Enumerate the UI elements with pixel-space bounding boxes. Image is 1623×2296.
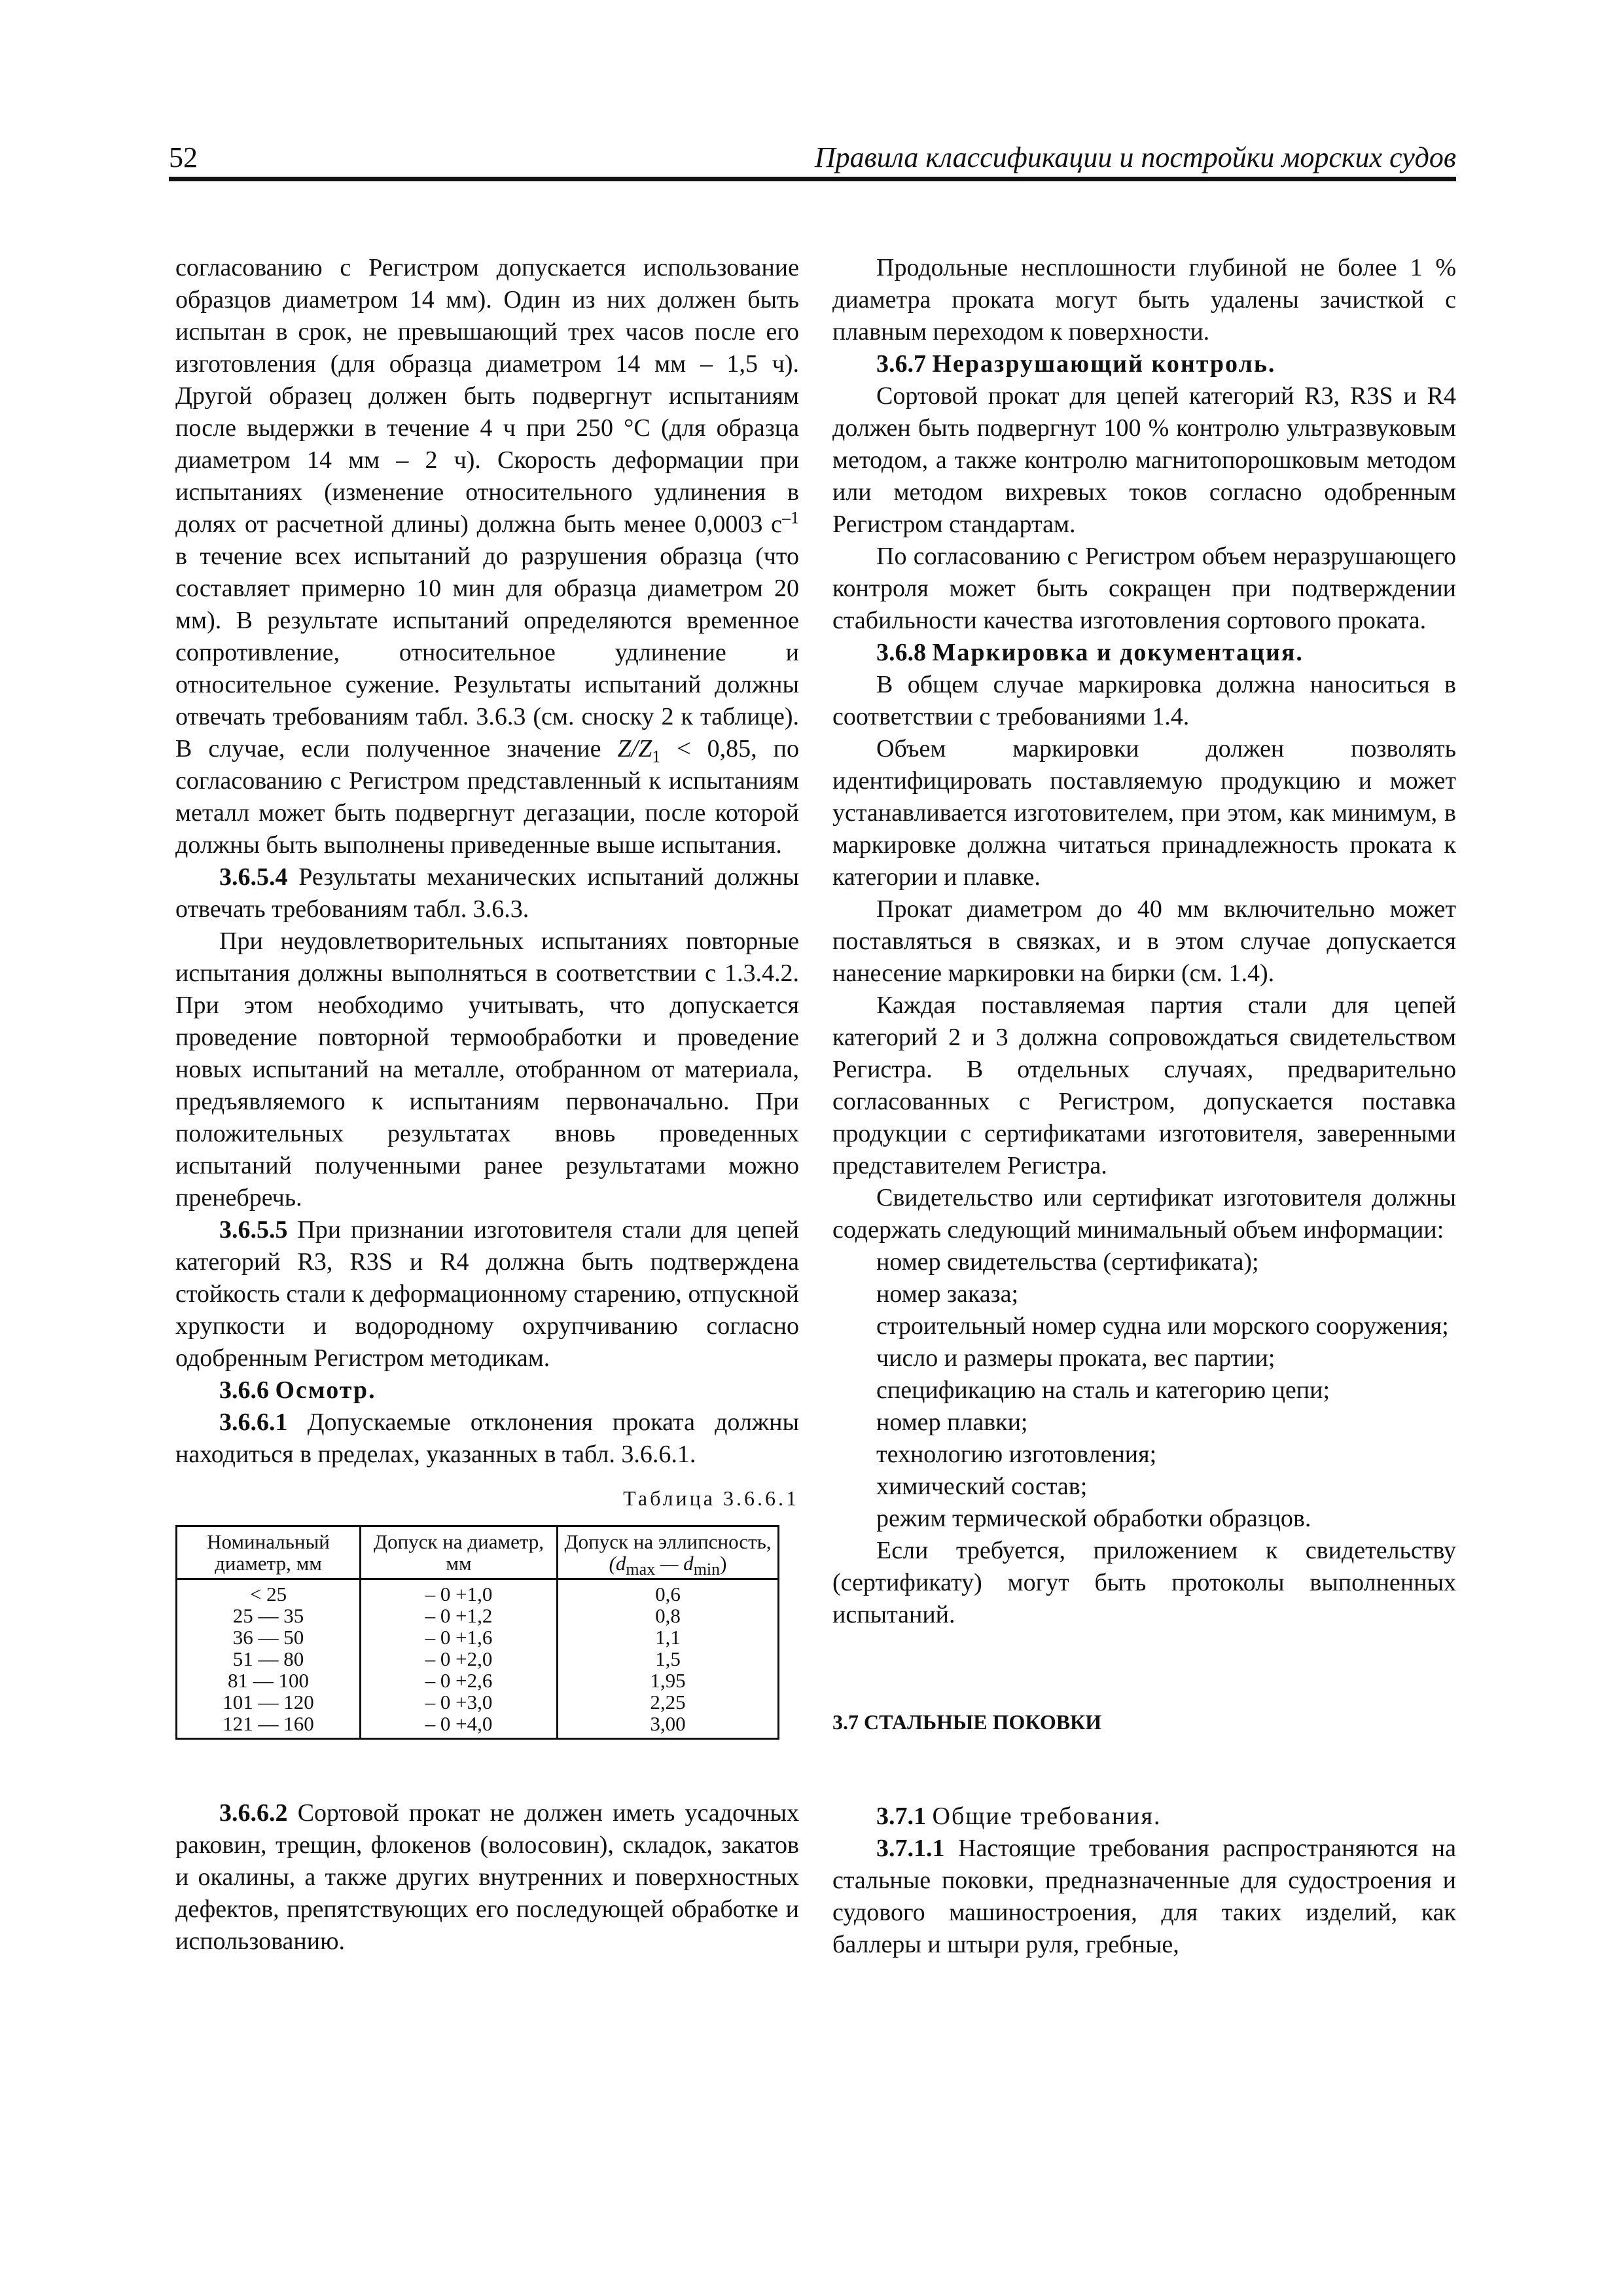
list-item: номер свидетельства (сертификата); (876, 1248, 1259, 1276)
paragraph-3-6-5-4: 3.6.5.4 Результаты механических испытаний должны отвечать требованиям табл. 3.6.3. (175, 863, 799, 923)
list-item: спецификацию на сталь и категорию цепи; (876, 1376, 1330, 1404)
heading-3-6-6: 3.6.6 Осмотр. (219, 1376, 376, 1404)
paragraph-3-7-1-1: 3.7.1.1 Настоящие требования распространяются на стальные поковки, предназначенные для судостроения и судового машиностроения, для таких изделий, как баллеры и штыри руля, гребные, (832, 1835, 1456, 1958)
heading-3-6-7: 3.6.7 Неразрушающий контроль. (876, 350, 1276, 378)
list-item: химический состав; (876, 1473, 1088, 1500)
paragraph: В общем случае маркировка должна наноситься в соответствии с требованиями 1.4. (832, 671, 1456, 730)
paragraph: По согласованию с Регистром объем неразрушающего контроля может быть сокращен при подтверждении стабильности качества изготовления сортового проката. (832, 543, 1456, 634)
list-item: номер плавки; (876, 1408, 1028, 1436)
heading-3-6-8: 3.6.8 Маркировка и документация. (876, 639, 1304, 666)
running-title: Правила классификации и постройки морских судов (814, 141, 1456, 173)
list-item: технологию изготовления; (876, 1441, 1157, 1468)
table-caption: Таблица 3.6.6.1 (623, 1486, 799, 1510)
table-row: 51 — 80 – 0 +2,0 1,5 (177, 1648, 779, 1670)
paragraph: Сортовой прокат для цепей категорий R3, R3S и R4 должен быть подвергнут 100 % контролю ультразвуковым методом, а также контролю магнитопорошковым методом или методом вихревых токов согласно одобренным Регистром стандартам. (832, 382, 1456, 538)
paragraph: Продольные несплошности глубиной не более 1 % диаметра проката могут быть удалены зачисткой с плавным переходом к поверхности. (832, 254, 1456, 346)
table-header: Номинальный диаметр, мм (177, 1526, 361, 1579)
paragraph: Прокат диаметром до 40 мм включительно может поставляться в связках, и в этом случае допускается нанесение маркировки на бирки (см. 1.4). (832, 895, 1456, 987)
paragraph-3-6-5-5: 3.6.5.5 При признании изготовителя стали для цепей категорий R3, R3S и R4 должна быть подтверждена стойкость стали к деформационному старению, отпускной хрупкости и водородному охрупчиванию согласно одобренным Регистром методикам. (175, 1216, 799, 1372)
paragraph: Свидетельство или сертификат изготовителя должны содержать следующий минимальный объем информации: (832, 1184, 1456, 1244)
left-column (175, 252, 799, 1958)
paragraph-3-6-6-1: 3.6.6.1 Допускаемые отклонения проката должны находиться в пределах, указанных в табл. 3.6.6.1. (175, 1408, 799, 1468)
list-item: число и размеры проката, вес партии; (876, 1344, 1275, 1372)
table-row: 101 — 120 – 0 +3,0 2,25 (177, 1691, 779, 1713)
section-title: 3.7 СТАЛЬНЫЕ ПОКОВКИ (832, 1710, 1102, 1734)
tolerance-table (175, 1525, 779, 1740)
page-header (169, 141, 1456, 180)
table-row: 36 — 50 – 0 +1,6 1,1 (177, 1626, 779, 1648)
paragraph: Объем маркировки должен позволять идентифицировать поставляемую продукцию и может устанавливается изготовителем, при этом, как минимум, в маркировке должна читаться принадлежность проката к категории и плавке. (832, 735, 1456, 891)
table-row: 81 — 100 – 0 +2,6 1,95 (177, 1670, 779, 1691)
table-row: 25 — 35 – 0 +1,2 0,8 (177, 1605, 779, 1626)
right-column (832, 252, 1456, 1961)
paragraph: Если требуется, приложением к свидетельству (сертификату) могут быть протоколы выполненных испытаний. (832, 1537, 1456, 1628)
table-row: 121 — 160 – 0 +4,0 3,00 (177, 1713, 779, 1739)
header-rule (169, 177, 1456, 181)
paragraph: Каждая поставляемая партия стали для цепей категорий 2 и 3 должна сопровождаться свидетельством Регистра. В отдельных случаях, предварительно согласованных с Регистром, допускается поставка продукции с сертификатами изготовителя, заверенными представителем Регистра. (832, 992, 1456, 1179)
list-item: строительный номер судна или морского сооружения; (876, 1312, 1449, 1340)
table-row: < 25 – 0 +1,0 0,6 (177, 1579, 779, 1605)
paragraph: При неудовлетворительных испытаниях повторные испытания должны выполняться в соответствии с 1.3.4.2. При этом необходимо учитывать, что допускается проведение повторной термообработки и проведение новых испытаний на металле, отобранном от материала, предъявляемого к испытаниям первоначально. При положительных результатах вновь проведенных испытаний полученными ранее результатами можно пренебречь. (175, 927, 799, 1211)
paragraph: согласованию с Регистром допускается использование образцов диаметром 14 мм). Один из них должен быть испытан в срок, не превышающий трех часов после его изготовления (для образца диаметром 14 мм – 1,5 ч). Другой образец должен быть подвергнут испытаниям после выдержки в течение 4 ч при 250 °С (для образца диаметром 14 мм – 2 ч). Скорость деформации при испытаниях (изменение относительного удлинения в долях от расчетной длины) должна быть менее 0,0003 $с^{-1}$ в течение всех испытаний до разрушения образца (что составляет примерно 10 мин для образца диаметром 20 мм). В результате испытаний определяются временное сопротивление, относительное удлинение и относительное сужение. Результаты испытаний должны отвечать требованиям табл. 3.6.3 (см. сноску 2 к таблице). В случае, если полученное значение $Z/Z_1 < 0,85$, по согласованию с Регистром представленный к испытаниям металл может быть подвергнут дегазации, после которой должны быть выполнены приведенные выше испытания. (175, 254, 799, 859)
paragraph-3-6-6-2: 3.6.6.2 Сортовой прокат не должен иметь усадочных раковин, трещин, флокенов (волосовин), складок, закатов и окалины, а также других внутренних и поверхностных дефектов, препятствующих его последующей обработке и использованию. (175, 1799, 799, 1955)
heading-3-7-1: 3.7.1 Общие требования. (876, 1803, 1162, 1830)
table-header: Допуск на диаметр, мм (361, 1526, 558, 1579)
list-item: режим термической обработки образцов. (876, 1505, 1311, 1532)
table-header: Допуск на эллипсность, ($d_{max}$ — $d_{min}$) (558, 1526, 779, 1579)
list-item: номер заказа; (876, 1280, 1019, 1308)
page-number: 52 (169, 141, 198, 173)
